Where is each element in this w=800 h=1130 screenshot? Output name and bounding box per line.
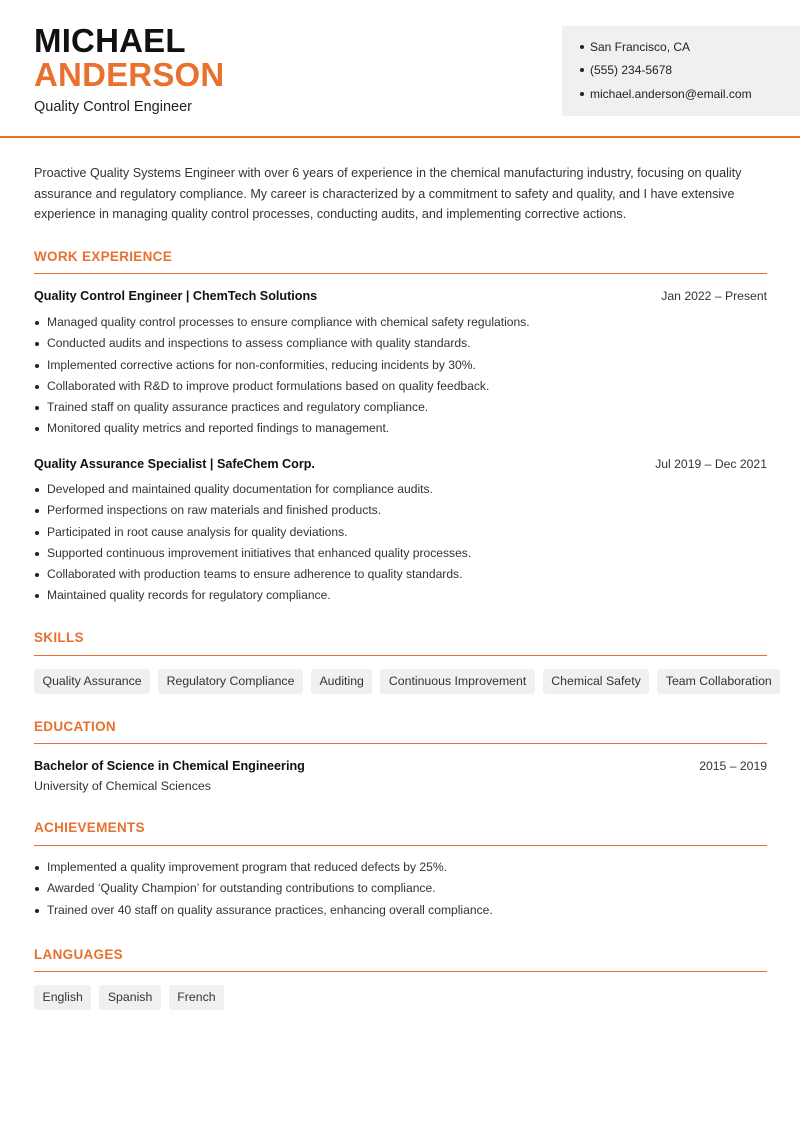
list-item: Maintained quality records for regulatory compliance. bbox=[34, 585, 770, 606]
section-title-achievements: ACHIEVEMENTS bbox=[34, 820, 145, 835]
school-name: University of Chemical Sciences bbox=[34, 779, 211, 793]
bullet-icon bbox=[580, 68, 584, 72]
contact-email[interactable] bbox=[580, 86, 752, 102]
job-1-bullets bbox=[34, 312, 770, 440]
list-item: Implemented corrective actions for non-conformities, reducing incidents by 30%. bbox=[34, 355, 770, 376]
achievements-list bbox=[34, 857, 770, 921]
list-item: Trained over 40 staff on quality assurance practices, enhancing overall compliance. bbox=[34, 900, 770, 921]
location-text: San Francisco, CA bbox=[590, 40, 691, 54]
list-item: Managed quality control processes to ensure compliance with chemical safety regulations. bbox=[34, 312, 770, 333]
resume-header bbox=[0, 0, 800, 138]
section-title-work: WORK EXPERIENCE bbox=[34, 249, 173, 264]
list-item: Trained staff on quality assurance practices and regulatory compliance. bbox=[34, 397, 770, 418]
education-dates: 2015 – 2019 bbox=[699, 759, 767, 773]
skill-chip: Auditing bbox=[311, 669, 372, 694]
language-chip: Spanish bbox=[99, 985, 160, 1010]
list-item: Developed and maintained quality documentation for compliance audits. bbox=[34, 479, 770, 500]
skill-chip: Quality Assurance bbox=[34, 669, 150, 694]
section-divider bbox=[34, 971, 767, 972]
section-title-education: EDUCATION bbox=[34, 719, 116, 734]
first-name: MICHAEL bbox=[34, 22, 186, 59]
bullet-icon bbox=[580, 45, 584, 49]
job-2-bullets bbox=[34, 479, 770, 607]
job-1-title: Quality Control Engineer | ChemTech Solutions bbox=[34, 289, 318, 303]
degree-title: Bachelor of Science in Chemical Engineering bbox=[34, 759, 305, 773]
last-name: ANDERSON bbox=[34, 56, 225, 93]
job-1-dates: Jan 2022 – Present bbox=[661, 289, 767, 303]
email-text[interactable]: michael.anderson@email.com bbox=[590, 87, 752, 101]
section-divider bbox=[34, 743, 767, 744]
contact-phone bbox=[580, 62, 672, 78]
list-item: Monitored quality metrics and reported findings to management. bbox=[34, 418, 770, 439]
contact-box bbox=[562, 26, 800, 116]
skill-chip: Continuous Improvement bbox=[380, 669, 534, 694]
section-title-languages: LANGUAGES bbox=[34, 947, 123, 962]
job-2-dates: Jul 2019 – Dec 2021 bbox=[655, 457, 767, 471]
phone-text: (555) 234-5678 bbox=[590, 63, 673, 77]
list-item: Conducted audits and inspections to assess compliance with quality standards. bbox=[34, 333, 770, 354]
languages-list bbox=[34, 985, 224, 1010]
contact-location bbox=[580, 39, 690, 55]
job-title: Quality Control Engineer bbox=[34, 99, 192, 115]
language-chip: French bbox=[169, 985, 224, 1010]
section-divider bbox=[34, 655, 767, 656]
section-divider bbox=[34, 273, 767, 274]
job-2-title: Quality Assurance Specialist | SafeChem Corp. bbox=[34, 457, 315, 471]
section-divider bbox=[34, 845, 767, 846]
skill-chip: Chemical Safety bbox=[543, 669, 650, 694]
list-item: Performed inspections on raw materials and finished products. bbox=[34, 500, 770, 521]
list-item: Implemented a quality improvement program that reduced defects by 25%. bbox=[34, 857, 770, 878]
skill-chip: Team Collaboration bbox=[657, 669, 780, 694]
section-title-skills: SKILLS bbox=[34, 630, 84, 645]
skill-chip: Regulatory Compliance bbox=[158, 669, 303, 694]
list-item: Collaborated with production teams to ensure adherence to quality standards. bbox=[34, 564, 770, 585]
skills-list bbox=[34, 669, 780, 694]
language-chip: English bbox=[34, 985, 91, 1010]
bullet-icon bbox=[580, 92, 584, 96]
list-item: Participated in root cause analysis for quality deviations. bbox=[34, 522, 770, 543]
list-item: Collaborated with R&D to improve product formulations based on quality feedback. bbox=[34, 376, 770, 397]
professional-summary: Proactive Quality Systems Engineer with over 6 years of experience in the chemical manufacturing industry, focusing on quality assurance and regulatory compliance. My career is characterized by a commitment to safety and quality, and I have extensive experience in managing quality control processes, conducting audits, and implementing corrective actions. bbox=[34, 166, 742, 221]
list-item: Supported continuous improvement initiatives that enhanced quality processes. bbox=[34, 543, 770, 564]
list-item: Awarded ‘Quality Champion’ for outstanding contributions to compliance. bbox=[34, 878, 770, 899]
